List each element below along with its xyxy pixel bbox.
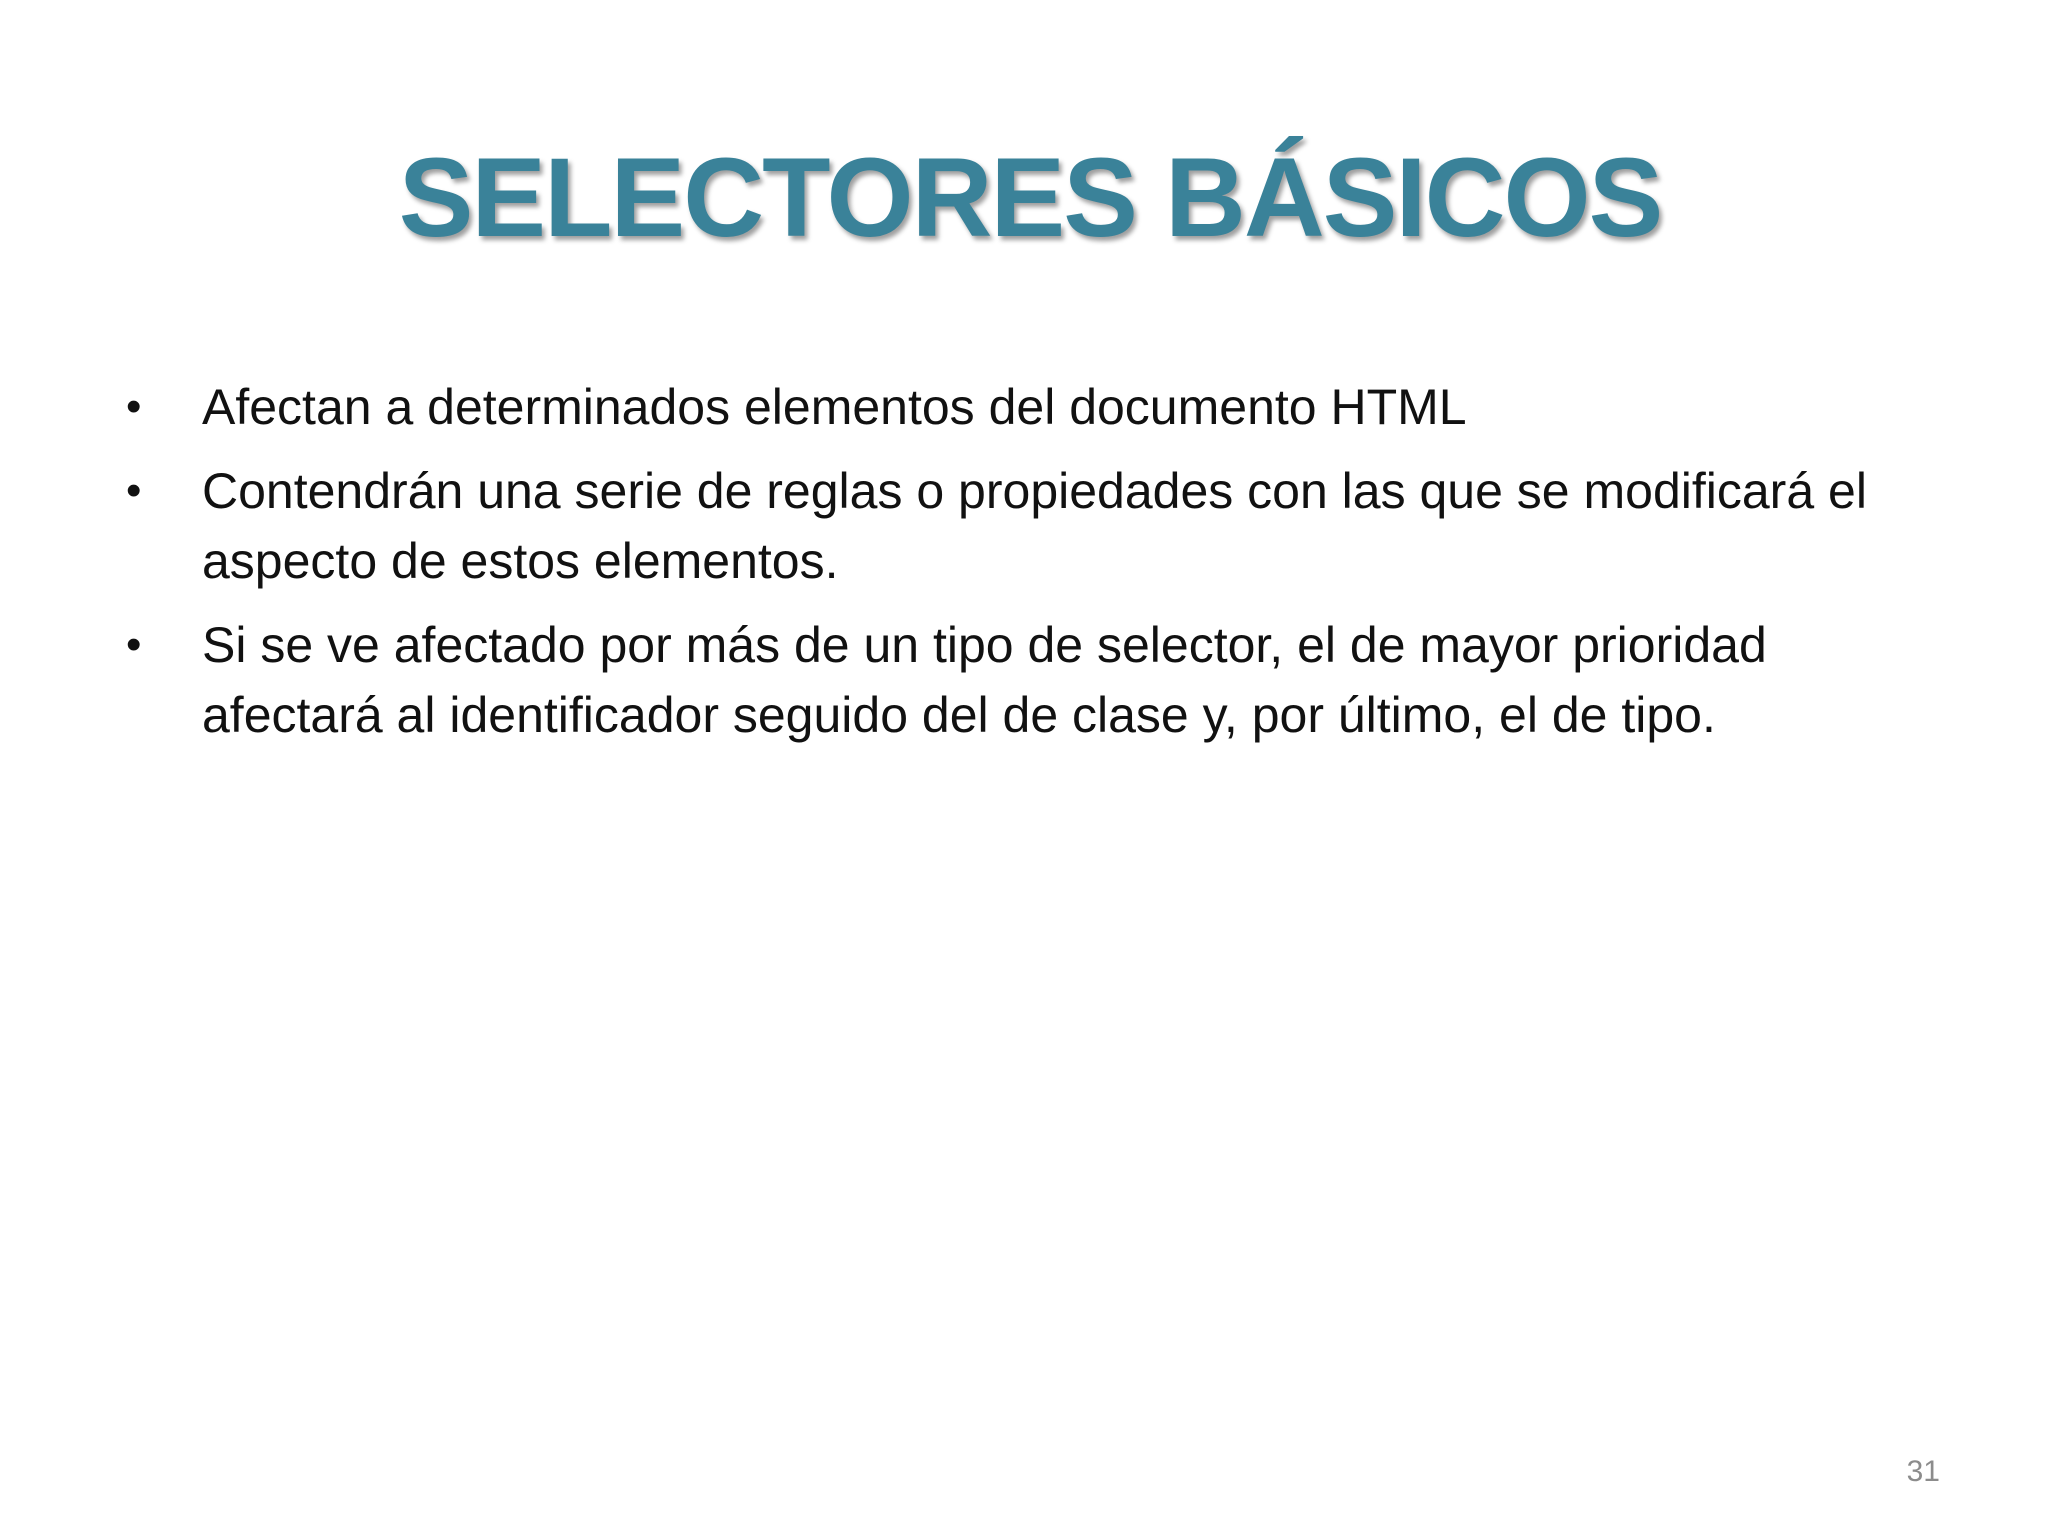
bullet-item: [120, 456, 1960, 596]
bullet-icon: •: [126, 466, 142, 515]
bullet-text: Contendrán una serie de reglas o propiedades con las que se modificará el aspecto de estos elementos.: [202, 463, 1867, 589]
bullet-item: [120, 610, 1960, 750]
bullet-item: [120, 372, 1960, 442]
bullet-text: Si se ve afectado por más de un tipo de selector, el de mayor prioridad afectará al identificador seguido del de clase y, por último, el de tipo.: [202, 617, 1767, 743]
slide-title: SELECTORES BÁSICOS: [398, 135, 1662, 260]
bullet-list: [120, 372, 1960, 764]
bullet-icon: •: [126, 382, 142, 431]
bullet-text: Afectan a determinados elementos del documento HTML: [202, 379, 1467, 435]
page-number: 31: [1906, 1455, 1940, 1488]
bullet-icon: •: [126, 620, 142, 669]
